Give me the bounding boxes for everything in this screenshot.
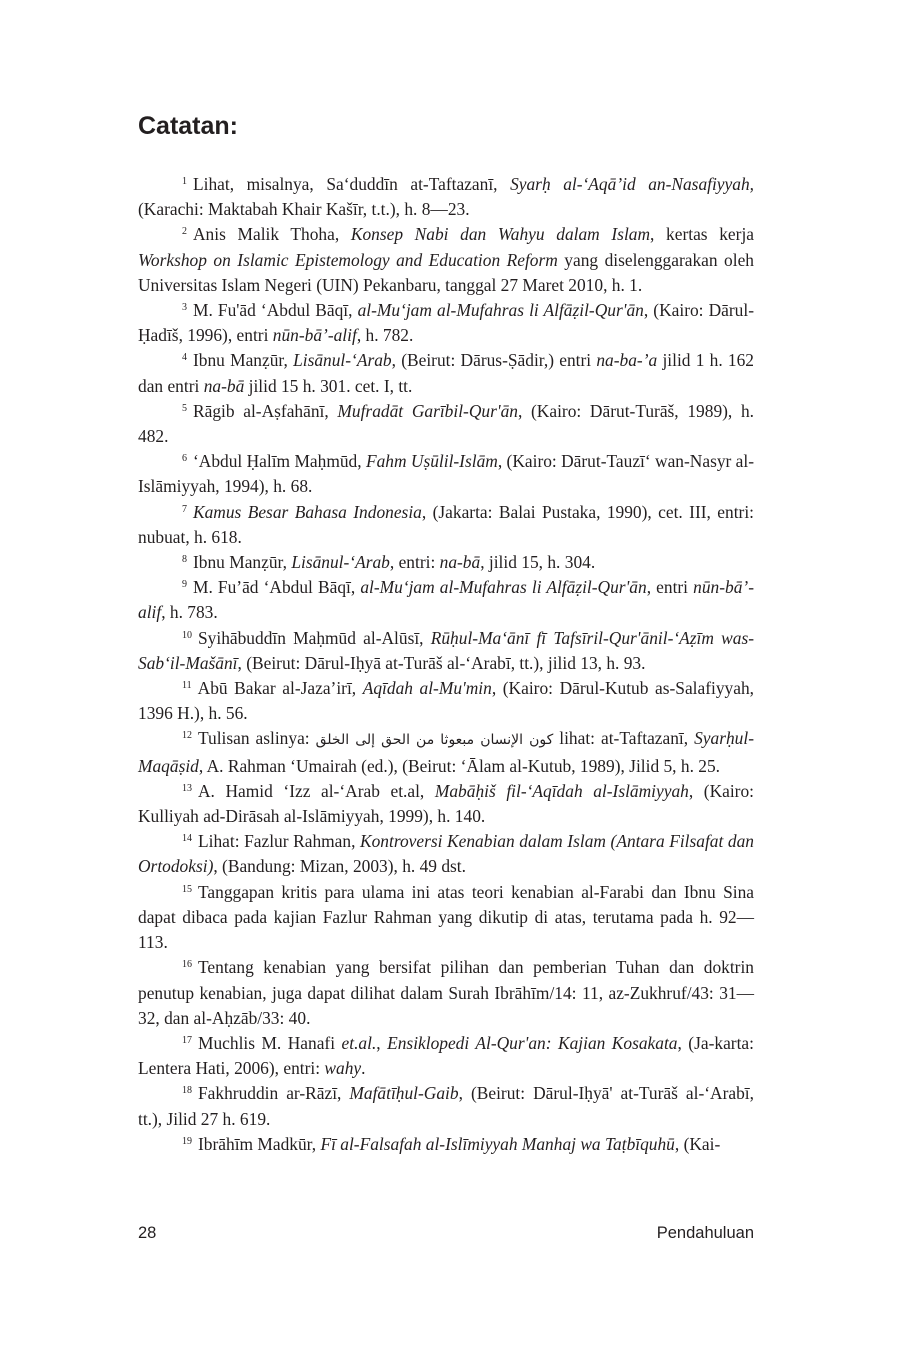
footnote-text: , (Beirut: Dārul-Iḥyā at-Turāš al-‘Arabī, tt.), jilid 13, h. 93.	[237, 652, 646, 673]
footnote-number: 13	[182, 782, 192, 794]
footnote-number: 19	[182, 1135, 192, 1147]
notes-heading: Catatan:	[138, 112, 239, 140]
footnote-title: Ensiklopedi Al-Qur'an: Kajian Kosakata	[387, 1032, 678, 1053]
footnote-number: 14	[182, 833, 192, 845]
footnote-text: , h. 782.	[356, 325, 414, 346]
footnote-number: 17	[182, 1034, 192, 1046]
footnote	[138, 575, 754, 625]
footnote-text: Ibrāhīm Madkūr,	[198, 1133, 321, 1154]
footnote-title: al-Mu‘jam al-Mufahras li Alfāẓil-Qur'ān	[360, 577, 647, 598]
footnote-text: , (Kairo: Dārut-Tauzī‘ wan-Nasyr al-Islāmiyyah, 1994), h. 68.	[138, 451, 755, 497]
footnote	[138, 955, 754, 1031]
footnote-title: Kontroversi Kenabian dalam Islam (Antara Filsafat dan Ortodoksi)	[138, 831, 754, 877]
footnote-number: 11	[182, 680, 192, 692]
footnote-title: Fī al-Falsafah al-Islīmiyyah Manhaj wa Taṭbīquhū	[320, 1133, 675, 1154]
footnote-text: Lihat, misalnya, Sa‘duddīn at-Taftazanī,	[193, 174, 511, 194]
footnote	[138, 1081, 754, 1131]
footnote-title: Konsep Nabi dan Wahyu dalam Islam	[350, 224, 651, 245]
footnote-text: jilid 1 h. 162 dan entri	[138, 350, 754, 396]
footnote	[138, 550, 754, 575]
footnote-text: , (Kai-	[674, 1133, 721, 1154]
footnote-text: Tanggapan kritis para ulama ini atas teori kenabian al-Farabi dan Ibnu Sina dapat dibaca pada kajian Fazlur Rahman yang dikutip di atas, terutama pada h. 92—113.	[138, 881, 754, 953]
footnote-text: , (Kairo: Dārul-Kutub as-Salafiyyah, 1396 H.), h. 56.	[138, 678, 755, 724]
footnote-text: .	[361, 1058, 366, 1079]
footnote-text: Muchlis M. Hanafi	[198, 1032, 342, 1053]
footnote-text: , A. Rahman ‘Umairah (ed.), (Beirut: ‘Ālam al-Kutub, 1989), Jilid 5, h. 25.	[198, 755, 721, 776]
footnote-number: 16	[182, 959, 192, 971]
footnote	[138, 399, 754, 449]
running-footer-title: Pendahuluan	[656, 1224, 754, 1242]
footnote-title: Lisānul-‘Arab	[291, 552, 390, 573]
footnote-title: na-ba-’a	[596, 350, 658, 371]
footnote-text: Fakhruddin ar-Rāzī,	[198, 1083, 350, 1104]
footnote-text: Tulisan aslinya:	[198, 728, 316, 749]
footnote	[138, 222, 754, 298]
footnote-number: 5	[182, 402, 187, 414]
footnote-text: M. Fu’ād ‘Abdul Bāqī,	[193, 577, 361, 598]
footnote-title: Lisānul-‘Arab	[293, 350, 392, 371]
footnote-title: nūn-bā’-alif	[138, 577, 754, 623]
footnote-text: , jilid 15, h. 304.	[480, 552, 596, 573]
footnote	[138, 779, 754, 829]
footnote-text: lihat: at-Taftazanī,	[553, 728, 695, 749]
footnote-text: Abū Bakar al-Jaza’irī,	[197, 678, 363, 699]
footnote-text: jilid 15 h. 301. cet. I, tt.	[244, 375, 413, 396]
footnote-title: Syarḥul-Maqāṣid	[138, 728, 754, 776]
footnote-text: Anis Malik Thoha,	[193, 224, 351, 245]
footnote-number: 3	[182, 302, 187, 314]
footnote-title: Mufradāt Garībil-Qur'ān	[337, 400, 518, 421]
footnote-number: 15	[182, 883, 192, 895]
footnote-title: al-Mu‘jam al-Mufahras li Alfāẓil-Qur'ān	[357, 300, 644, 321]
footnote	[138, 1031, 754, 1081]
footnote-title: Mafātīḥul-Gaib	[349, 1083, 459, 1104]
footnote	[138, 626, 754, 676]
footnote-text: Rāgib al-Aṣfahānī,	[193, 400, 338, 421]
footnote	[138, 348, 754, 398]
footnote-number: 18	[182, 1085, 192, 1097]
footnote-text: Ibnu Manẓūr,	[193, 350, 294, 371]
footnote	[138, 172, 754, 222]
footnote-text: , (Beirut: Dārus-Ṣādir,) entri	[391, 350, 597, 371]
footnote	[138, 880, 754, 956]
footnote-number: 8	[182, 554, 187, 566]
footnote-number: 6	[182, 453, 187, 465]
footnote-text: Lihat: Fazlur Rahman,	[198, 831, 361, 852]
footnote-text: M. Fu'ād ‘Abdul Bāqī,	[193, 300, 358, 321]
footnote	[138, 449, 754, 499]
footnote-number: 2	[182, 226, 187, 238]
footnote-text: , (Bandung: Mizan, 2003), h. 49 dst.	[213, 856, 466, 877]
footnote-title: Syarḥ al-‘Aqā’id an-Nasafiyyah,	[510, 174, 754, 194]
footnote-text: Syihābuddīn Maḥmūd al-Alūsī,	[198, 627, 431, 648]
footnote-title: Rūḥul-Ma‘ānī fī Tafsīril-Qur'ānil-‘Aẓīm was-Sab‘il-Mašānī	[138, 627, 754, 673]
page-number: 28	[138, 1224, 157, 1242]
footnote-title: na-bā	[439, 552, 481, 573]
footnote-title: nūn-bā’-alif	[272, 325, 357, 346]
footnote-number: 10	[182, 629, 192, 641]
footnote-text: (Karachi: Maktabah Khair Kašīr, t.t.), h. 8—23.	[138, 199, 470, 220]
footnote-list	[138, 172, 754, 1157]
footnote-text: , (Ja-karta: Lentera Hati, 2006), entri:	[138, 1032, 754, 1079]
footnote-number: 9	[182, 579, 187, 591]
footnote-text: , (Jakarta: Balai Pustaka, 1990), cet. III, entri: nubuat, h. 618.	[138, 501, 754, 547]
footnote-text: Tentang kenabian yang bersifat pilihan dan pemberian Tuhan dan doktrin penutup kenabian, juga dapat dilihat dalam Surah Ibrāhīm/14: 11, az-Zukhruf/43: 31—32, dan al-Aḥzāb/33: 40.	[138, 957, 754, 1028]
footnote-number: 7	[182, 503, 187, 515]
footnote-title: Mabāḥiš fil-‘Aqīdah al-Islāmiyyah	[434, 780, 689, 801]
footnote-text: , entri:	[389, 552, 440, 573]
footnote-title: Workshop on Islamic Epistemology and Education Reform	[138, 249, 558, 270]
footnote-text: Ibnu Manẓūr,	[193, 552, 292, 573]
footnote-text: , (Kairo: Dārul-Ḥadīš, 1996), entri	[138, 300, 754, 346]
footnote-text: ,	[376, 1032, 388, 1053]
footnote-title: Fahm Uṣūlil-Islām	[365, 451, 498, 472]
footnote-text: , kertas kerja	[650, 224, 754, 245]
footnote-number: 1	[182, 176, 187, 187]
footnote-text: yang diselenggarakan oleh Universitas Islam Negeri (UIN) Pekanbaru, tanggal 27 Maret 2010, h. 1.	[138, 249, 755, 295]
footnote	[138, 1132, 754, 1157]
footnote-text: ‘Abdul Ḥalīm Maḥmūd,	[193, 451, 366, 472]
footnote-title: wahy	[324, 1058, 362, 1079]
footnote-text: , (Kairo: Dārut-Turāš, 1989), h. 482.	[138, 400, 755, 447]
footnote	[138, 829, 754, 879]
footnote-number: 4	[182, 352, 187, 364]
footnote-text: A. Hamid ‘Izz al-‘Arab et.al,	[198, 780, 435, 801]
footnote-title: Kamus Besar Bahasa Indonesia	[193, 501, 422, 522]
footnote-title: Aqīdah al-Mu'min	[362, 678, 492, 699]
footnote-number: 12	[182, 730, 192, 742]
footnote-text: , (Kairo: Kulliyah ad-Dirāsah al-Islāmiyyah, 1999), h. 140.	[138, 780, 754, 827]
arabic-text: كون الإنسان مبعوثا من الحق إلى الخلق	[315, 732, 554, 749]
footnote-title: et.al.	[341, 1032, 377, 1053]
footnote-text: , (Beirut: Dārul-Iḥyā' at-Turāš al-‘Arabī, tt.), Jilid 27 h. 619.	[138, 1083, 754, 1129]
footnote	[138, 500, 754, 550]
footnote-title: na-bā	[203, 375, 245, 396]
footnote	[138, 726, 754, 778]
footnote-text: , entri	[646, 577, 694, 598]
footnote	[138, 676, 754, 726]
footnote-text: , h. 783.	[161, 602, 218, 623]
footnote	[138, 298, 754, 348]
